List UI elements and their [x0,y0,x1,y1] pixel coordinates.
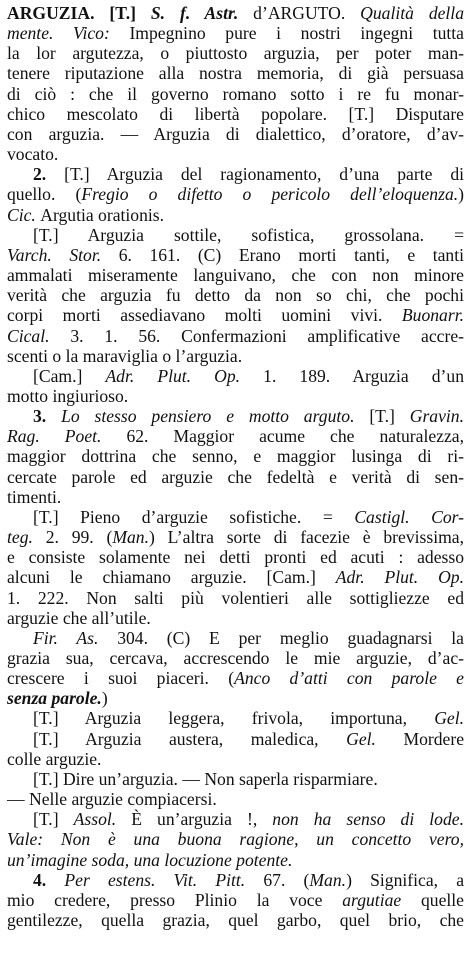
text-segment: la lor argutezza, o piuttosto arguzia, per poter man- [7,43,464,64]
text-line [7,23,464,43]
text-segment: 6. 161. (C) Erano morti tanti, e tanti [118,244,464,265]
text-segment: arguzie che all’utile. [7,607,151,628]
text-line [7,628,464,648]
text-segment: colle arguzie. [7,748,102,769]
text-line [7,668,464,688]
text-segment: 62. Maggior acume che naturalezza, [126,426,464,447]
text-segment: [T.] Pieno d’arguzie sofistiche. = [33,506,355,527]
text-segment: Mordere [403,728,465,749]
text-segment: È un’arguzia !, [131,809,273,830]
text-segment: di ciò : che il governo romano sotto i re fu monar- [7,83,464,104]
text-line [7,749,464,769]
text-segment: Gravin. [409,406,464,427]
text-segment: Qualità della [360,3,464,23]
text-segment: ) Significa, a [346,869,465,890]
text-segment: . [340,3,361,23]
text-segment: [T.] Arguzia leggera, frivola, importuna, [33,708,435,729]
text-line [7,43,464,63]
text-segment: non ha senso di lode. [272,809,464,830]
text-line [7,84,464,104]
text-line [7,688,464,708]
text-segment: Argutia orationis. [40,204,165,225]
text-segment: chico mescolato di libertà popolare. [T.] Disputare [7,103,464,124]
text-segment: [Cam.] [33,365,106,386]
text-segment: senza parole. [7,688,102,709]
text-line [7,507,464,527]
text-segment: Rag. Poet. [7,426,127,447]
text-line [7,890,464,910]
text-segment: verità che arguzia fu detto da non so chi, che pochi [7,285,464,306]
text-segment: Cic. [7,204,41,225]
text-segment: S. f. Astr. [150,3,254,23]
text-segment: 304. (C) E per meglio guadagnarsi la [117,627,464,648]
text-segment: Per estens. Vit. Pitt. [64,869,264,890]
text-line [7,184,464,204]
text-segment: Adr. Plut. Op. [335,567,464,588]
text-line [7,729,464,749]
text-line [7,386,464,406]
text-line [7,567,464,587]
text-line [7,326,464,346]
text-segment: vocato. [7,144,59,165]
text-segment: [T.] Arguzia austera, maledica, [33,728,347,749]
text-segment: Buonarr. [401,305,464,326]
text-segment: d’ [253,3,268,23]
text-line [7,124,464,144]
text-segment: mio credere, presso Plinio la voce [7,889,343,910]
text-line [7,225,464,245]
text-segment: timenti. [7,486,62,507]
text-segment: 4. [33,869,65,890]
text-line [7,910,464,930]
text-segment: Lo stesso pensiero e motto arguto. [61,406,370,427]
text-segment: cercate parole ed arguzie che fedeltà e verità di sen- [7,466,464,487]
text-segment: ARGUTO [267,3,341,23]
text-segment: crescere i suoi piaceri. ( [7,668,235,689]
text-line [7,285,464,305]
text-segment: Castigl. Cor- [354,506,464,527]
text-line [7,63,464,83]
text-line [7,809,464,829]
text-segment: ) [101,688,108,709]
text-segment: Anco d’atti con parole e [234,668,464,689]
text-segment: grazia sua, cercava, accrescendo le mie arguzie, d’ac- [7,648,464,668]
text-segment: gentilezze, quella grazia, quel garbo, quel brio, che [7,910,464,931]
text-segment: maggior dottrina che senno, e maggior lusinga di ri- [7,446,464,467]
text-segment: 2. [33,164,65,185]
text-line [7,346,464,366]
text-line [7,547,464,567]
text-segment: 67. ( [263,869,310,890]
text-segment: 1. 189. Arguzia d’un [263,365,464,386]
text-segment: 3. 1. 56. Confermazioni amplificative accre- [70,325,465,346]
text-segment: con arguzia. — Arguzia di dialettico, d’oratore, d’av- [7,123,464,144]
text-segment: argutiae [342,889,421,910]
text-segment: Dire un’arguzia. — Non saperla risparmiare. [62,768,378,789]
text-segment: quello. ( [7,184,82,205]
text-segment: teg. [7,527,46,548]
text-line [7,527,464,547]
text-segment: [T.] Arguzia del ragionamento, d’una parte di [64,164,465,185]
text-segment: Cical. [7,325,71,346]
text-segment: ammalati miseramente languivano, che con non minore [7,265,464,286]
text-segment: ) [458,184,464,205]
text-segment: scenti o la maraviglia o l’arguzia. [7,345,243,366]
text-segment: [T.] [33,809,74,830]
text-segment: [T.] Arguzia sottile, sofistica, grossolana. = [33,224,464,245]
text-segment: [T.] [369,406,410,427]
text-line [7,588,464,608]
text-line [7,870,464,890]
text-segment: Man. [309,869,347,890]
text-line [7,245,464,265]
text-segment: Varch. Stor. [7,244,119,265]
text-segment: Impegnino pure i nostri ingegni tutta [129,23,464,44]
text-segment: Fir. As. [33,627,118,648]
text-segment: Fregio o difetto o pericolo dell’eloquenza. [81,184,459,205]
text-segment: [T.] [33,768,63,789]
text-line [7,144,464,164]
text-segment: quelle [420,889,464,910]
text-line [7,205,464,225]
text-segment: ) L’altra sorte di facezie è brevissima, [149,527,465,548]
text-line [7,829,464,849]
text-line [7,426,464,446]
text-line [7,104,464,124]
text-line [7,708,464,728]
text-segment: — Nelle arguzie compiacersi. [7,789,217,810]
text-segment: motto ingiurioso. [7,385,129,406]
text-segment: un’imagine soda, una locuzione potente. [7,849,293,870]
text-segment: 2. 99. ( [45,527,113,548]
text-segment: mente. Vico: [7,23,130,44]
text-line [7,769,464,789]
text-segment: Man. [112,527,150,548]
text-line [7,850,464,870]
text-segment: ARGUZIA. [T.] [7,3,151,23]
text-segment: alcuni le chiamano arguzie. [Cam.] [7,567,336,588]
text-line [7,487,464,507]
text-segment: 1. 222. Non salti più volentieri alle sottigliezze ed [7,587,464,608]
text-line [7,467,464,487]
text-segment: Assol. [73,809,132,830]
text-segment: tenere riputazione alla nostra memoria, di già persuasa [7,63,464,84]
text-line [7,648,464,668]
text-line [7,3,464,23]
text-line [7,265,464,285]
text-line [7,305,464,325]
text-segment: corpi morti assediavano molti uomini vivi. [7,305,402,326]
text-segment: e consiste solamente nei detti pronti ed acuti : adesso [7,547,464,568]
text-segment: Gel. [346,728,404,749]
text-line [7,608,464,628]
text-line [7,446,464,466]
text-segment: Gel. [434,708,464,729]
text-line [7,366,464,386]
text-segment: Adr. Plut. Op. [105,365,264,386]
text-line [7,406,464,426]
text-line [7,164,464,184]
text-line [7,789,464,809]
text-segment: Vale: Non è una buona ragione, un concetto vero, [7,829,464,850]
text-segment: 3. [33,406,62,427]
